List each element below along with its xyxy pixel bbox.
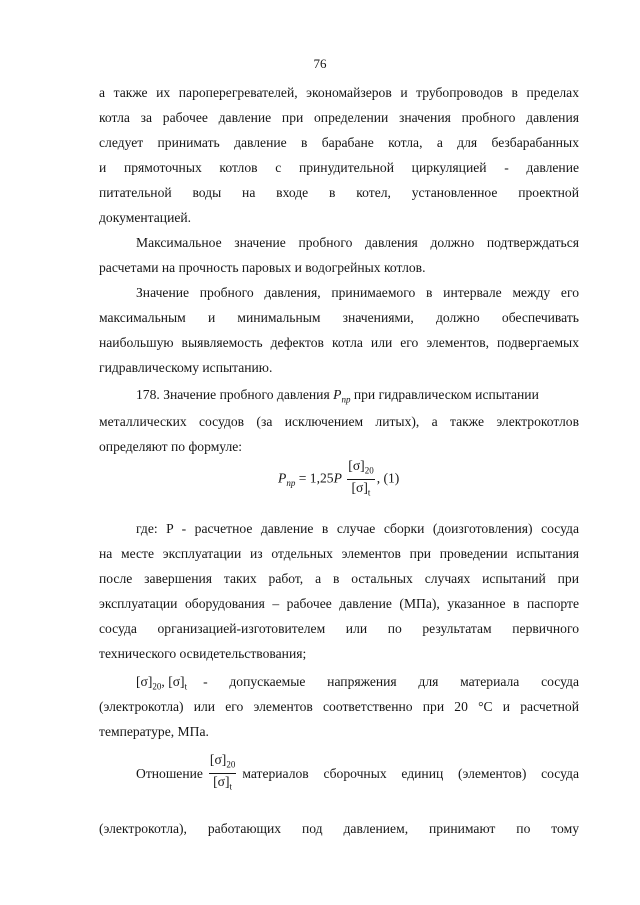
text-line: где: P - расчетное давление в случае сборки (доизготовления) сосуда <box>136 521 579 536</box>
text-line: сосуда организацией-изготовителем или по результатам первичного <box>99 621 579 636</box>
text-line: документацией. <box>99 210 192 225</box>
text-line: и прямоточных котлов с принудительной циркуляцией - давление <box>99 160 579 175</box>
text-line <box>136 386 539 409</box>
text-line: (электрокотла), работающих под давлением, принимают по тому <box>99 821 579 836</box>
text-line <box>136 673 579 696</box>
p-letter: P <box>333 387 342 402</box>
sigma-symbols <box>136 673 187 696</box>
text-line: после завершения таких работ, а в остальных случаях испытаний при <box>99 571 579 586</box>
sigma-t-sub: t <box>367 487 371 498</box>
text-line: эксплуатации оборудования – рабочее давление (МПа), указанное в паспорте <box>99 596 579 611</box>
ratio-sigma-t-sub: t <box>229 781 233 792</box>
formula-p-sub: пр <box>286 478 296 489</box>
p-test-symbol <box>333 387 351 405</box>
text-line: на месте эксплуатации из отдельных элементов при проведении испытания <box>99 546 579 561</box>
formula-p: P <box>278 470 287 486</box>
text-line: котла за рабочее давление при определении значения пробного давления <box>99 110 579 125</box>
text-line: металлических сосудов (за исключением литых), а также электрокотлов <box>99 414 579 429</box>
formula-p-plain: P <box>333 470 342 486</box>
sigma-20-sub: 20 <box>364 465 374 476</box>
comma: , <box>161 674 165 689</box>
p-subscript: пр <box>341 394 351 405</box>
text-line: Максимальное значение пробного давления должно подтверждаться <box>136 235 579 250</box>
sigma-20-inline-sub: 20 <box>152 681 162 692</box>
ratio-fraction <box>209 752 236 794</box>
text-line: расчетами на прочность паровых и водогрейных котлов. <box>99 260 426 275</box>
sigma-20-inline: [σ] <box>136 674 153 689</box>
text-line <box>136 752 579 794</box>
formula-fraction <box>347 458 374 500</box>
formula-coefficient: = 1,25 <box>298 470 334 486</box>
text-fragment: материалов сборочных единиц (элементов) сосуда <box>242 765 579 781</box>
text-fragment: 178. Значение пробного давления <box>136 387 330 402</box>
ratio-sigma-20: [σ] <box>209 752 227 767</box>
text-line: Значение пробного давления, принимаемого в интервале между его <box>136 285 579 300</box>
sigma-t-inline-sub: t <box>184 681 188 692</box>
sigma-t-inline: [σ] <box>168 674 185 689</box>
text-line: максимальным и минимальным значениями, должно обеспечивать <box>99 310 579 325</box>
text-fragment: - допускаемые напряжения для материала сосуда <box>203 674 579 689</box>
ratio-sigma-t: [σ] <box>213 773 230 789</box>
text-line: гидравлическому испытанию. <box>99 360 273 375</box>
page-number: 76 <box>313 56 327 71</box>
text-line: температуре, МПа. <box>99 724 209 739</box>
sigma-20: [σ] <box>348 458 365 473</box>
text-line: определяют по формуле: <box>99 439 243 454</box>
ratio-sigma-20-sub: 20 <box>226 759 236 770</box>
text-line: питательной воды на входе в котел, установленное проектной <box>99 185 579 200</box>
formula-1 <box>278 458 399 500</box>
text-line: наибольшую выявляемость дефектов котла или его элементов, подвергаемых <box>99 335 579 350</box>
text-fragment: Отношение <box>136 765 203 781</box>
text-line: следует принимать давление в барабане котла, а для безбарабанных <box>99 135 579 150</box>
text-fragment: при гидравлическом испытании <box>353 387 539 402</box>
text-line: (электрокотла) или его элементов соответственно при 20 °С и расчетной <box>99 699 579 714</box>
formula-number: , (1) <box>376 470 400 486</box>
text-line: а также их пароперегревателей, экономайзеров и трубопроводов в пределах <box>99 85 579 100</box>
sigma-t: [σ] <box>351 479 368 495</box>
text-line: технического освидетельствования; <box>99 646 307 661</box>
